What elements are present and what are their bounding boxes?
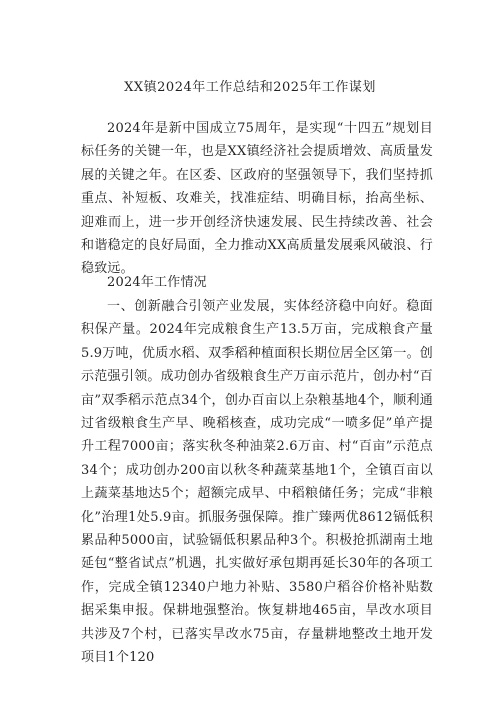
document-title: XX镇2024年工作总结和2025年工作谋划 <box>124 80 376 95</box>
section-paragraph: 一、创新融合引领产业发展，实体经济稳中向好。稳面积保产量。2024年完成粮食生产13.5万亩，完成粮食产量5.9万吨，优质水稻、双季稻种植面积长期位居全区第一。创示范强引领。成功创办省级粮食生产万亩示范片，创办村“百亩”双季稻示范点34个，创办百亩以上杂粮基地4个，顺利通过省级粮食生产早、晚稻核查，成功完成“一喷多促”单产提升工程7000亩；落实秋冬种油菜2.6万亩、村“百亩”示范点34个；成功创办200亩以秋冬种蔬菜基地1个，全镇百亩以上蔬菜基地达5个；超额完成早、中稻粮储任务；完成“非粮化”治理1处5.9亩。抓服务强保障。推广臻两优8612镉低积累品种5000亩，试验镉低积累品种3个。积极抢抓湖南土地延包“整省试点”机遇，扎实做好承包期再延长30年的各项工作，完成全镇12340户地力补贴、3580户稻谷价格补贴数据采集申报。保耕地强整治。恢复耕地465亩，旱改水项目共涉及7个村，已落实旱改水75亩，存量耕地整改土地开发项目1个120 <box>81 299 433 666</box>
intro-paragraph: 2024年是新中国成立75周年，是实现“十四五”规划目标任务的关键一年，也是XX镇经济社会提质增效、高质量发展的关键之年。在区委、区政府的坚强领导下，我们坚持抓重点、补短板、攻难关，找准症结、明确目标，抬高坐标、迎难而上，进一步开创经济快速发展、民生持续改善、社会和谐稳定的良好局面，全力推动XX高质量发展乘风破浪、行稳致远。 <box>81 121 433 277</box>
section-heading: 2024年工作情况 <box>107 275 207 290</box>
